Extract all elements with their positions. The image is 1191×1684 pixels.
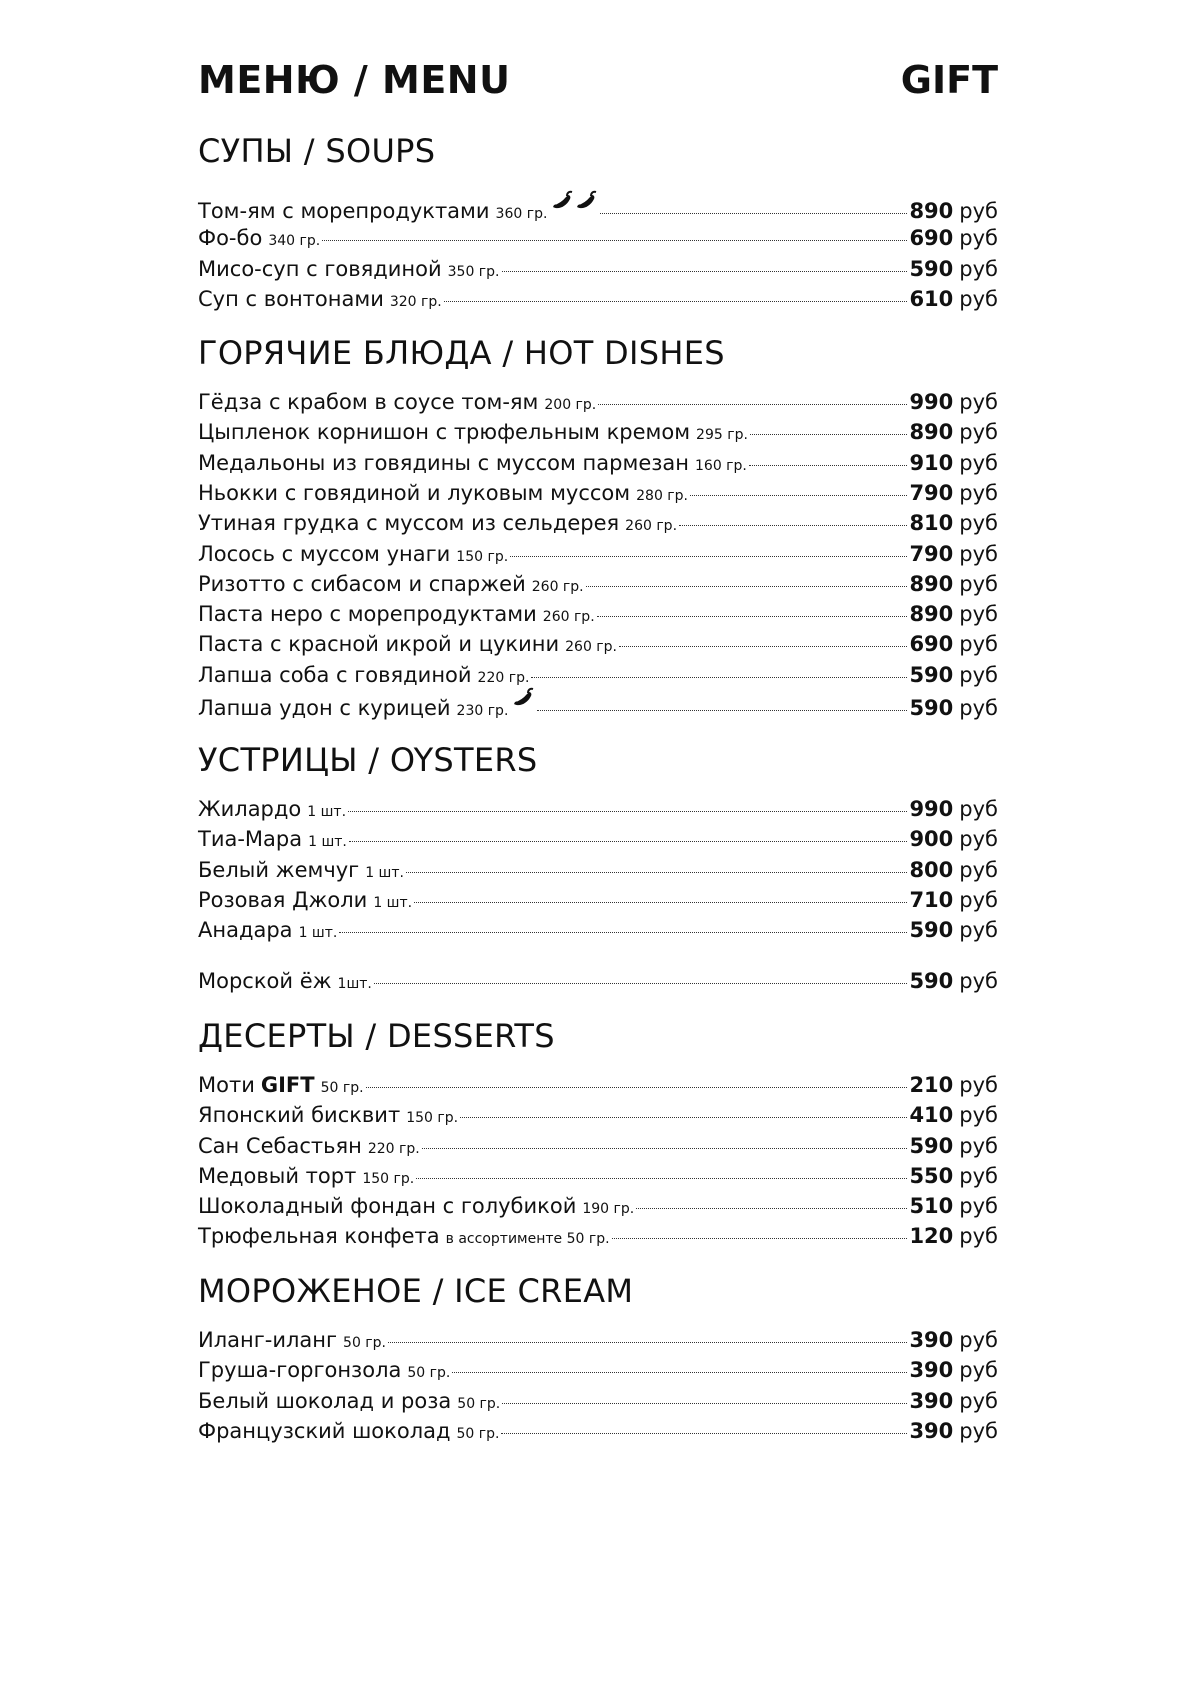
menu-page (198, 0, 998, 1684)
menu-item (198, 918, 998, 948)
dotted-leader (612, 1238, 908, 1239)
dotted-leader (598, 404, 907, 405)
menu-item (198, 693, 998, 723)
chili-pepper-icon (511, 687, 535, 709)
item-name: Моти (198, 1073, 255, 1097)
page-title: МЕНЮ / MENU (198, 58, 511, 102)
item-price: 510 (909, 1194, 954, 1218)
item-name: Жилардо (198, 797, 302, 821)
menu-item (198, 287, 998, 317)
item-weight: 230 гр. (456, 703, 509, 719)
menu-item (198, 1419, 998, 1449)
item-price: 910 (909, 451, 954, 475)
item-currency: руб (959, 1164, 998, 1188)
item-currency: руб (959, 572, 998, 596)
item-price: 800 (909, 858, 954, 882)
item-weight: 50 гр. (457, 1396, 501, 1412)
menu-item (198, 1224, 998, 1254)
dotted-leader (501, 1433, 907, 1434)
menu-item (198, 572, 998, 602)
item-weight: 260 гр. (625, 518, 678, 534)
item-currency: руб (959, 969, 998, 993)
dotted-leader (416, 1178, 907, 1179)
menu-item (198, 663, 998, 693)
item-price: 550 (909, 1164, 954, 1188)
menu-item (198, 969, 998, 999)
item-weight: 295 гр. (696, 427, 748, 443)
item-price: 690 (909, 226, 954, 250)
menu-header (198, 58, 998, 108)
item-name: Фо-бо (198, 226, 263, 250)
item-weight: 360 гр. (495, 206, 548, 222)
item-name: Тиа-Мара (198, 827, 303, 851)
section-title: СУПЫ / SOUPS (198, 132, 436, 170)
item-name: Лапша соба с говядиной (198, 663, 472, 687)
item-price: 590 (909, 257, 954, 281)
item-currency: руб (959, 797, 998, 821)
dotted-leader (750, 434, 908, 435)
item-currency: руб (959, 199, 998, 223)
item-weight: в ассортименте 50 гр. (445, 1231, 610, 1247)
item-weight: 320 гр. (389, 294, 442, 310)
menu-item (198, 196, 998, 226)
chili-pepper-icon (550, 190, 598, 212)
section-title: ДЕСЕРТЫ / DESSERTS (198, 1017, 555, 1055)
item-name: Лосось с муссом унаги (198, 542, 451, 566)
item-name: Утиная грудка с муссом из сельдерея (198, 511, 620, 535)
item-name: Том-ям с морепродуктами (198, 199, 490, 223)
item-weight: 50 гр. (320, 1080, 364, 1096)
item-name: Белый шоколад и роза (198, 1389, 452, 1413)
item-currency: руб (959, 888, 998, 912)
item-price: 690 (909, 632, 954, 656)
item-currency: руб (959, 1224, 998, 1248)
dotted-leader (619, 646, 907, 647)
item-name: Мисо-суп с говядиной (198, 257, 442, 281)
item-name: Лапша удон с курицей (198, 696, 451, 720)
item-price: 590 (909, 969, 954, 993)
dotted-leader (406, 872, 907, 873)
menu-item (198, 827, 998, 857)
item-weight: 150 гр. (362, 1171, 415, 1187)
menu-item (198, 1358, 998, 1388)
dotted-leader (502, 1403, 907, 1404)
dotted-leader (452, 1372, 907, 1373)
dotted-leader (422, 1148, 908, 1149)
item-price: 790 (909, 481, 954, 505)
item-currency: руб (959, 918, 998, 942)
item-currency: руб (959, 696, 998, 720)
item-weight: 260 гр. (565, 639, 617, 655)
item-weight: 50 гр. (407, 1365, 451, 1381)
item-price: 590 (909, 663, 954, 687)
item-weight: 150 гр. (456, 549, 509, 565)
item-currency: руб (959, 1134, 998, 1158)
item-price: 390 (909, 1419, 954, 1443)
item-currency: руб (959, 542, 998, 566)
item-weight: 150 гр. (406, 1110, 459, 1126)
dotted-leader (749, 465, 908, 466)
menu-item (198, 257, 998, 287)
item-price: 990 (909, 390, 954, 414)
item-price: 410 (909, 1103, 954, 1127)
item-weight: 1 шт. (307, 804, 347, 820)
item-price: 610 (909, 287, 954, 311)
dotted-leader (636, 1208, 907, 1209)
menu-item (198, 1328, 998, 1358)
item-name: Ризотто с сибасом и спаржей (198, 572, 526, 596)
item-weight: 220 гр. (367, 1141, 420, 1157)
item-currency: руб (959, 451, 998, 475)
menu-item (198, 797, 998, 827)
item-price: 790 (909, 542, 954, 566)
menu-item (198, 481, 998, 511)
item-currency: руб (959, 511, 998, 535)
item-price: 120 (909, 1224, 954, 1248)
dotted-leader (510, 556, 907, 557)
item-currency: руб (959, 632, 998, 656)
item-name: Морской ёж (198, 969, 332, 993)
item-currency: руб (959, 420, 998, 444)
item-currency: руб (959, 663, 998, 687)
item-weight: 1 шт. (308, 834, 347, 850)
item-weight: 260 гр. (542, 609, 595, 625)
menu-item (198, 1134, 998, 1164)
item-price: 390 (909, 1358, 954, 1382)
menu-item (198, 632, 998, 662)
item-weight: 190 гр. (582, 1201, 635, 1217)
item-price: 590 (909, 1134, 954, 1158)
item-currency: руб (959, 602, 998, 626)
menu-item (198, 420, 998, 450)
item-price: 900 (909, 827, 954, 851)
dotted-leader (339, 932, 907, 933)
item-price: 890 (909, 199, 954, 223)
item-currency: руб (959, 1194, 998, 1218)
item-name: Анадара (198, 918, 293, 942)
menu-item (198, 226, 998, 256)
item-currency: руб (959, 1103, 998, 1127)
item-currency: руб (959, 1389, 998, 1413)
dotted-leader (349, 841, 908, 842)
menu-item (198, 858, 998, 888)
item-weight: 1шт. (337, 976, 372, 992)
menu-item (198, 1389, 998, 1419)
item-currency: руб (959, 481, 998, 505)
dotted-leader (348, 811, 907, 812)
dotted-leader (414, 902, 907, 903)
item-weight: 1 шт. (365, 865, 404, 881)
item-name: Груша-горгонзола (198, 1358, 402, 1382)
item-weight: 50 гр. (456, 1426, 500, 1442)
dotted-leader (679, 525, 907, 526)
item-name: Паста с красной икрой и цукини (198, 632, 560, 656)
menu-item (198, 1073, 998, 1103)
item-price: 710 (909, 888, 954, 912)
item-price: 390 (909, 1328, 954, 1352)
dotted-leader (597, 616, 908, 617)
item-name: Гёдза с крабом в соусе том-ям (198, 390, 539, 414)
item-name-brand: GIFT (260, 1073, 315, 1097)
item-name: Шоколадный фондан с голубикой (198, 1194, 577, 1218)
item-name: Паста неро с морепродуктами (198, 602, 537, 626)
section-title: МОРОЖЕНОЕ / ICE CREAM (198, 1272, 634, 1310)
item-price: 890 (909, 420, 954, 444)
item-currency: руб (959, 1073, 998, 1097)
item-currency: руб (959, 858, 998, 882)
item-name: Медовый торт (198, 1164, 357, 1188)
menu-item (198, 602, 998, 632)
item-weight: 280 гр. (636, 488, 688, 504)
item-name: Медальоны из говядины с муссом пармезан (198, 451, 689, 475)
menu-item (198, 542, 998, 572)
dotted-leader (374, 983, 908, 984)
dotted-leader (537, 710, 907, 711)
menu-item (198, 1194, 998, 1224)
menu-item (198, 1164, 998, 1194)
item-weight: 220 гр. (477, 670, 530, 686)
item-weight: 1 шт. (298, 925, 338, 941)
item-weight: 200 гр. (544, 397, 597, 413)
dotted-leader (531, 677, 907, 678)
dotted-leader (388, 1342, 907, 1343)
item-weight: 350 гр. (447, 264, 500, 280)
item-price: 590 (909, 696, 954, 720)
menu-item (198, 511, 998, 541)
dotted-leader (322, 240, 907, 241)
item-currency: руб (959, 257, 998, 281)
item-price: 390 (909, 1389, 954, 1413)
dotted-leader (460, 1117, 907, 1118)
item-name: Японский бисквит (198, 1103, 401, 1127)
item-name: Трюфельная конфета (198, 1224, 440, 1248)
item-price: 890 (909, 602, 954, 626)
item-name: Иланг-иланг (198, 1328, 338, 1352)
item-currency: руб (959, 390, 998, 414)
menu-item (198, 1103, 998, 1133)
section-title: УСТРИЦЫ / OYSTERS (198, 741, 538, 779)
item-price: 210 (909, 1073, 954, 1097)
menu-item (198, 888, 998, 918)
menu-item (198, 390, 998, 420)
item-currency: руб (959, 1328, 998, 1352)
item-weight: 1 шт. (373, 895, 413, 911)
item-price: 890 (909, 572, 954, 596)
item-name: Сан Себастьян (198, 1134, 362, 1158)
item-name: Ньокки с говядиной и луковым муссом (198, 481, 631, 505)
item-name: Белый жемчуг (198, 858, 360, 882)
item-name: Суп с вонтонами (198, 287, 384, 311)
item-currency: руб (959, 1419, 998, 1443)
dotted-leader (366, 1087, 908, 1088)
dotted-leader (690, 495, 907, 496)
dotted-leader (444, 301, 908, 302)
item-weight: 50 гр. (343, 1335, 387, 1351)
item-name: Цыпленок корнишон с трюфельным кремом (198, 420, 691, 444)
item-currency: руб (959, 226, 998, 250)
brand-logo: GIFT (900, 58, 998, 102)
item-price: 990 (909, 797, 954, 821)
item-price: 590 (909, 918, 954, 942)
item-currency: руб (959, 1358, 998, 1382)
dotted-leader (600, 213, 907, 214)
dotted-leader (502, 271, 908, 272)
menu-item (198, 451, 998, 481)
item-currency: руб (959, 827, 998, 851)
dotted-leader (586, 586, 908, 587)
item-name: Французский шоколад (198, 1419, 451, 1443)
item-weight: 340 гр. (268, 233, 321, 249)
item-price: 810 (909, 511, 954, 535)
item-name: Розовая Джоли (198, 888, 368, 912)
item-weight: 260 гр. (531, 579, 584, 595)
section-title: ГОРЯЧИЕ БЛЮДА / HOT DISHES (198, 334, 725, 372)
item-currency: руб (959, 287, 998, 311)
item-weight: 160 гр. (695, 458, 747, 474)
